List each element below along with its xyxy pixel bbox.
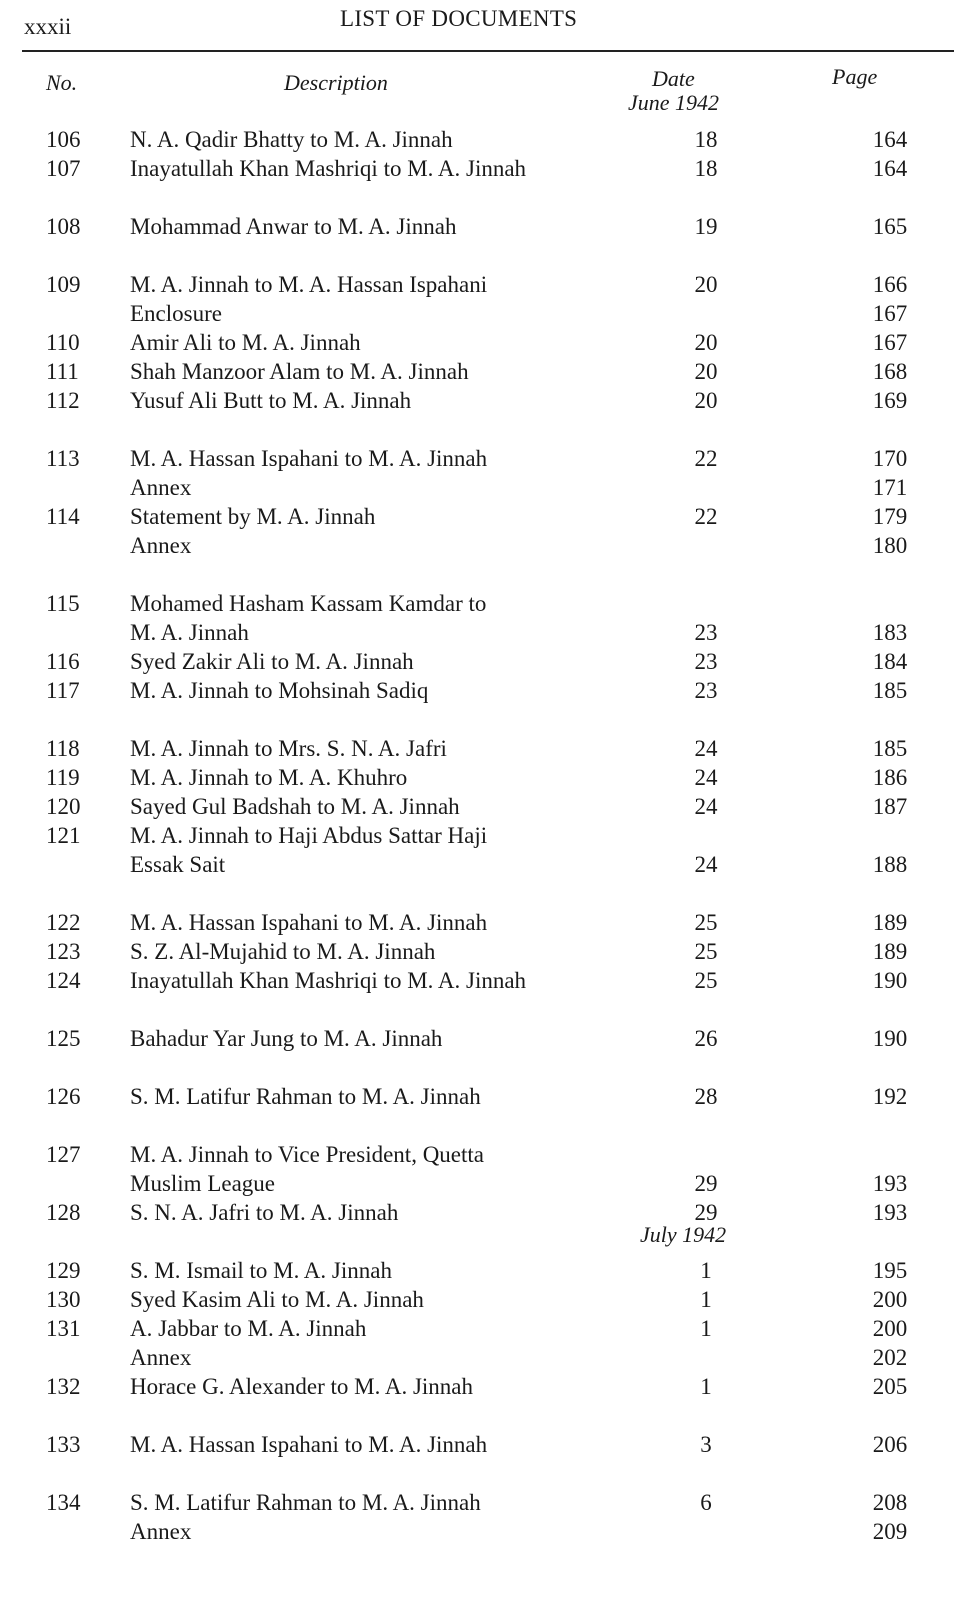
document-date: 18 — [694, 156, 718, 181]
list-item — [0, 1139, 968, 1171]
list-item — [0, 1516, 968, 1548]
document-description: M. A. Jinnah to M. A. Khuhro — [130, 765, 408, 790]
document-page-ref: 190 — [872, 968, 908, 993]
document-description: M. A. Jinnah to M. A. Hassan Ispahani — [130, 272, 488, 297]
list-item — [0, 269, 968, 301]
column-header-date: Date — [652, 66, 695, 91]
list-item — [0, 124, 968, 156]
list-item — [0, 1081, 968, 1113]
list-item — [0, 617, 968, 649]
document-date: 20 — [694, 388, 718, 413]
document-page-ref: 167 — [872, 330, 908, 355]
page-number: xxxii — [24, 14, 72, 39]
document-page-ref: 188 — [872, 852, 908, 877]
document-date: 25 — [694, 939, 718, 964]
document-page-ref: 170 — [872, 446, 908, 471]
document-page-ref: 171 — [872, 475, 908, 500]
document-number: 133 — [46, 1432, 81, 1457]
list-item — [0, 443, 968, 475]
document-page-ref: 165 — [872, 214, 908, 239]
document-number: 129 — [46, 1258, 81, 1283]
document-description: Mohammad Anwar to M. A. Jinnah — [130, 214, 457, 239]
document-number: 120 — [46, 794, 81, 819]
document-description: Bahadur Yar Jung to M. A. Jinnah — [130, 1026, 443, 1051]
document-page-ref: 164 — [872, 156, 908, 181]
document-description: Statement by M. A. Jinnah — [130, 504, 376, 529]
document-date: 3 — [700, 1432, 712, 1457]
document-number: 128 — [46, 1200, 81, 1225]
document-description: S. M. Latifur Rahman to M. A. Jinnah — [130, 1490, 481, 1515]
list-item — [0, 1429, 968, 1461]
document-number: 108 — [46, 214, 81, 239]
document-description: Yusuf Ali Butt to M. A. Jinnah — [130, 388, 412, 413]
document-date: 19 — [694, 214, 718, 239]
list-item — [0, 530, 968, 562]
document-page-ref: 190 — [872, 1026, 908, 1051]
document-date: 28 — [694, 1084, 718, 1109]
document-page-ref: 187 — [872, 794, 908, 819]
list-item — [0, 733, 968, 765]
document-page-ref: 195 — [872, 1258, 908, 1283]
document-description: Sayed Gul Badshah to M. A. Jinnah — [130, 794, 460, 819]
document-number: 121 — [46, 823, 81, 848]
document-date: 1 — [700, 1287, 712, 1312]
document-description: M. A. Jinnah to Mohsinah Sadiq — [130, 678, 429, 703]
document-description: Essak Sait — [130, 852, 226, 877]
list-item — [0, 849, 968, 881]
document-page-ref: 169 — [872, 388, 908, 413]
page-title: LIST OF DOCUMENTS — [340, 6, 578, 31]
document-description: Annex — [130, 1519, 192, 1544]
document-number: 124 — [46, 968, 81, 993]
document-date: 22 — [694, 504, 718, 529]
document-description: S. Z. Al-Mujahid to M. A. Jinnah — [130, 939, 436, 964]
document-date: 20 — [694, 359, 718, 384]
list-item — [0, 1197, 968, 1229]
document-number: 111 — [46, 359, 79, 384]
document-description: M. A. Jinnah to Vice President, Quetta — [130, 1142, 485, 1167]
document-date: 18 — [694, 127, 718, 152]
document-description: Annex — [130, 475, 192, 500]
document-date: 22 — [694, 446, 718, 471]
document-number: 107 — [46, 156, 81, 181]
document-date: 6 — [700, 1490, 712, 1515]
document-date: 24 — [694, 736, 718, 761]
list-item — [0, 385, 968, 417]
document-description: M. A. Jinnah to Haji Abdus Sattar Haji — [130, 823, 488, 848]
list-item — [0, 1487, 968, 1519]
document-page-ref: 193 — [872, 1171, 908, 1196]
document-number: 110 — [46, 330, 80, 355]
list-item — [0, 1284, 968, 1316]
list-item — [0, 1313, 968, 1345]
document-description: S. M. Latifur Rahman to M. A. Jinnah — [130, 1084, 481, 1109]
document-description: Mohamed Hasham Kassam Kamdar to — [130, 591, 487, 616]
document-page-ref: 185 — [872, 736, 908, 761]
document-number: 132 — [46, 1374, 81, 1399]
list-item — [0, 1255, 968, 1287]
list-item — [0, 327, 968, 359]
document-page-ref: 184 — [872, 649, 908, 674]
document-date: 25 — [694, 910, 718, 935]
document-page-ref: 166 — [872, 272, 908, 297]
month-heading: July 1942 — [640, 1222, 727, 1247]
document-date: 24 — [694, 794, 718, 819]
document-number: 134 — [46, 1490, 81, 1515]
document-number: 126 — [46, 1084, 81, 1109]
document-number: 125 — [46, 1026, 81, 1051]
document-description: Annex — [130, 533, 192, 558]
column-header-description: Description — [284, 70, 388, 95]
document-description: Annex — [130, 1345, 192, 1370]
document-number: 131 — [46, 1316, 81, 1341]
document-date: 20 — [694, 272, 718, 297]
document-description: Muslim League — [130, 1171, 275, 1196]
document-description: Enclosure — [130, 301, 222, 326]
document-date: 1 — [700, 1316, 712, 1341]
document-page-ref: 202 — [872, 1345, 908, 1370]
document-number: 130 — [46, 1287, 81, 1312]
document-description: M. A. Jinnah — [130, 620, 249, 645]
document-page-ref: 180 — [872, 533, 908, 558]
list-item — [0, 588, 968, 620]
list-item — [0, 298, 968, 330]
document-date: 23 — [694, 649, 718, 674]
list-item — [0, 1342, 968, 1374]
document-page-ref: 206 — [872, 1432, 908, 1457]
document-date: 1 — [700, 1258, 712, 1283]
document-date: 20 — [694, 330, 718, 355]
document-description: S. N. A. Jafri to M. A. Jinnah — [130, 1200, 399, 1225]
column-header-page: Page — [832, 64, 878, 89]
document-number: 115 — [46, 591, 80, 616]
document-date: 23 — [694, 678, 718, 703]
document-description: M. A. Jinnah to Mrs. S. N. A. Jafri — [130, 736, 447, 761]
list-item — [0, 936, 968, 968]
document-description: M. A. Hassan Ispahani to M. A. Jinnah — [130, 910, 488, 935]
list-item — [0, 501, 968, 533]
document-number: 119 — [46, 765, 80, 790]
list-item — [0, 211, 968, 243]
list-item — [0, 907, 968, 939]
document-page-ref: 164 — [872, 127, 908, 152]
document-page-ref: 185 — [872, 678, 908, 703]
document-date: 29 — [694, 1200, 718, 1225]
document-description: N. A. Qadir Bhatty to M. A. Jinnah — [130, 127, 453, 152]
document-date: 26 — [694, 1026, 718, 1051]
list-item — [0, 1023, 968, 1055]
document-number: 109 — [46, 272, 81, 297]
document-page-ref: 193 — [872, 1200, 908, 1225]
document-description: Amir Ali to M. A. Jinnah — [130, 330, 361, 355]
document-page-ref: 189 — [872, 910, 908, 935]
list-item — [0, 356, 968, 388]
document-description: Shah Manzoor Alam to M. A. Jinnah — [130, 359, 469, 384]
document-page-ref: 200 — [872, 1316, 908, 1341]
list-item — [0, 820, 968, 852]
document-number: 122 — [46, 910, 81, 935]
column-header-no: No. — [46, 70, 78, 95]
document-page-ref: 208 — [872, 1490, 908, 1515]
document-description: Inayatullah Khan Mashriqi to M. A. Jinnah — [130, 968, 527, 993]
document-number: 113 — [46, 446, 80, 471]
list-item — [0, 1371, 968, 1403]
list-item — [0, 762, 968, 794]
document-number: 118 — [46, 736, 80, 761]
document-date: 25 — [694, 968, 718, 993]
document-page-ref: 192 — [872, 1084, 908, 1109]
document-date: 1 — [700, 1374, 712, 1399]
list-item — [0, 646, 968, 678]
document-page-ref: 168 — [872, 359, 908, 384]
document-number: 112 — [46, 388, 80, 413]
document-number: 123 — [46, 939, 81, 964]
document-page-ref: 183 — [872, 620, 908, 645]
document-page-ref: 209 — [872, 1519, 908, 1544]
document-page-ref: 179 — [872, 504, 908, 529]
list-item — [0, 1168, 968, 1200]
document-date: 24 — [694, 765, 718, 790]
document-page-ref: 186 — [872, 765, 908, 790]
document-date: 29 — [694, 1171, 718, 1196]
document-description: Inayatullah Khan Mashriqi to M. A. Jinnah — [130, 156, 527, 181]
document-page-ref: 205 — [872, 1374, 908, 1399]
document-number: 106 — [46, 127, 81, 152]
document-description: Horace G. Alexander to M. A. Jinnah — [130, 1374, 474, 1399]
header-rule — [22, 50, 954, 52]
document-description: A. Jabbar to M. A. Jinnah — [130, 1316, 367, 1341]
document-description: Syed Kasim Ali to M. A. Jinnah — [130, 1287, 424, 1312]
document-date: 24 — [694, 852, 718, 877]
document-description: M. A. Hassan Ispahani to M. A. Jinnah — [130, 446, 488, 471]
list-item — [0, 472, 968, 504]
month-heading: June 1942 — [628, 90, 720, 115]
document-page-ref: 200 — [872, 1287, 908, 1312]
document-number: 116 — [46, 649, 80, 674]
document-description: Syed Zakir Ali to M. A. Jinnah — [130, 649, 414, 674]
list-item — [0, 675, 968, 707]
document-number: 127 — [46, 1142, 81, 1167]
document-description: S. M. Ismail to M. A. Jinnah — [130, 1258, 392, 1283]
list-item — [0, 153, 968, 185]
document-number: 114 — [46, 504, 80, 529]
list-item — [0, 791, 968, 823]
list-item — [0, 965, 968, 997]
document-number: 117 — [46, 678, 80, 703]
document-date: 23 — [694, 620, 718, 645]
document-description: M. A. Hassan Ispahani to M. A. Jinnah — [130, 1432, 488, 1457]
document-page-ref: 167 — [872, 301, 908, 326]
document-page-ref: 189 — [872, 939, 908, 964]
